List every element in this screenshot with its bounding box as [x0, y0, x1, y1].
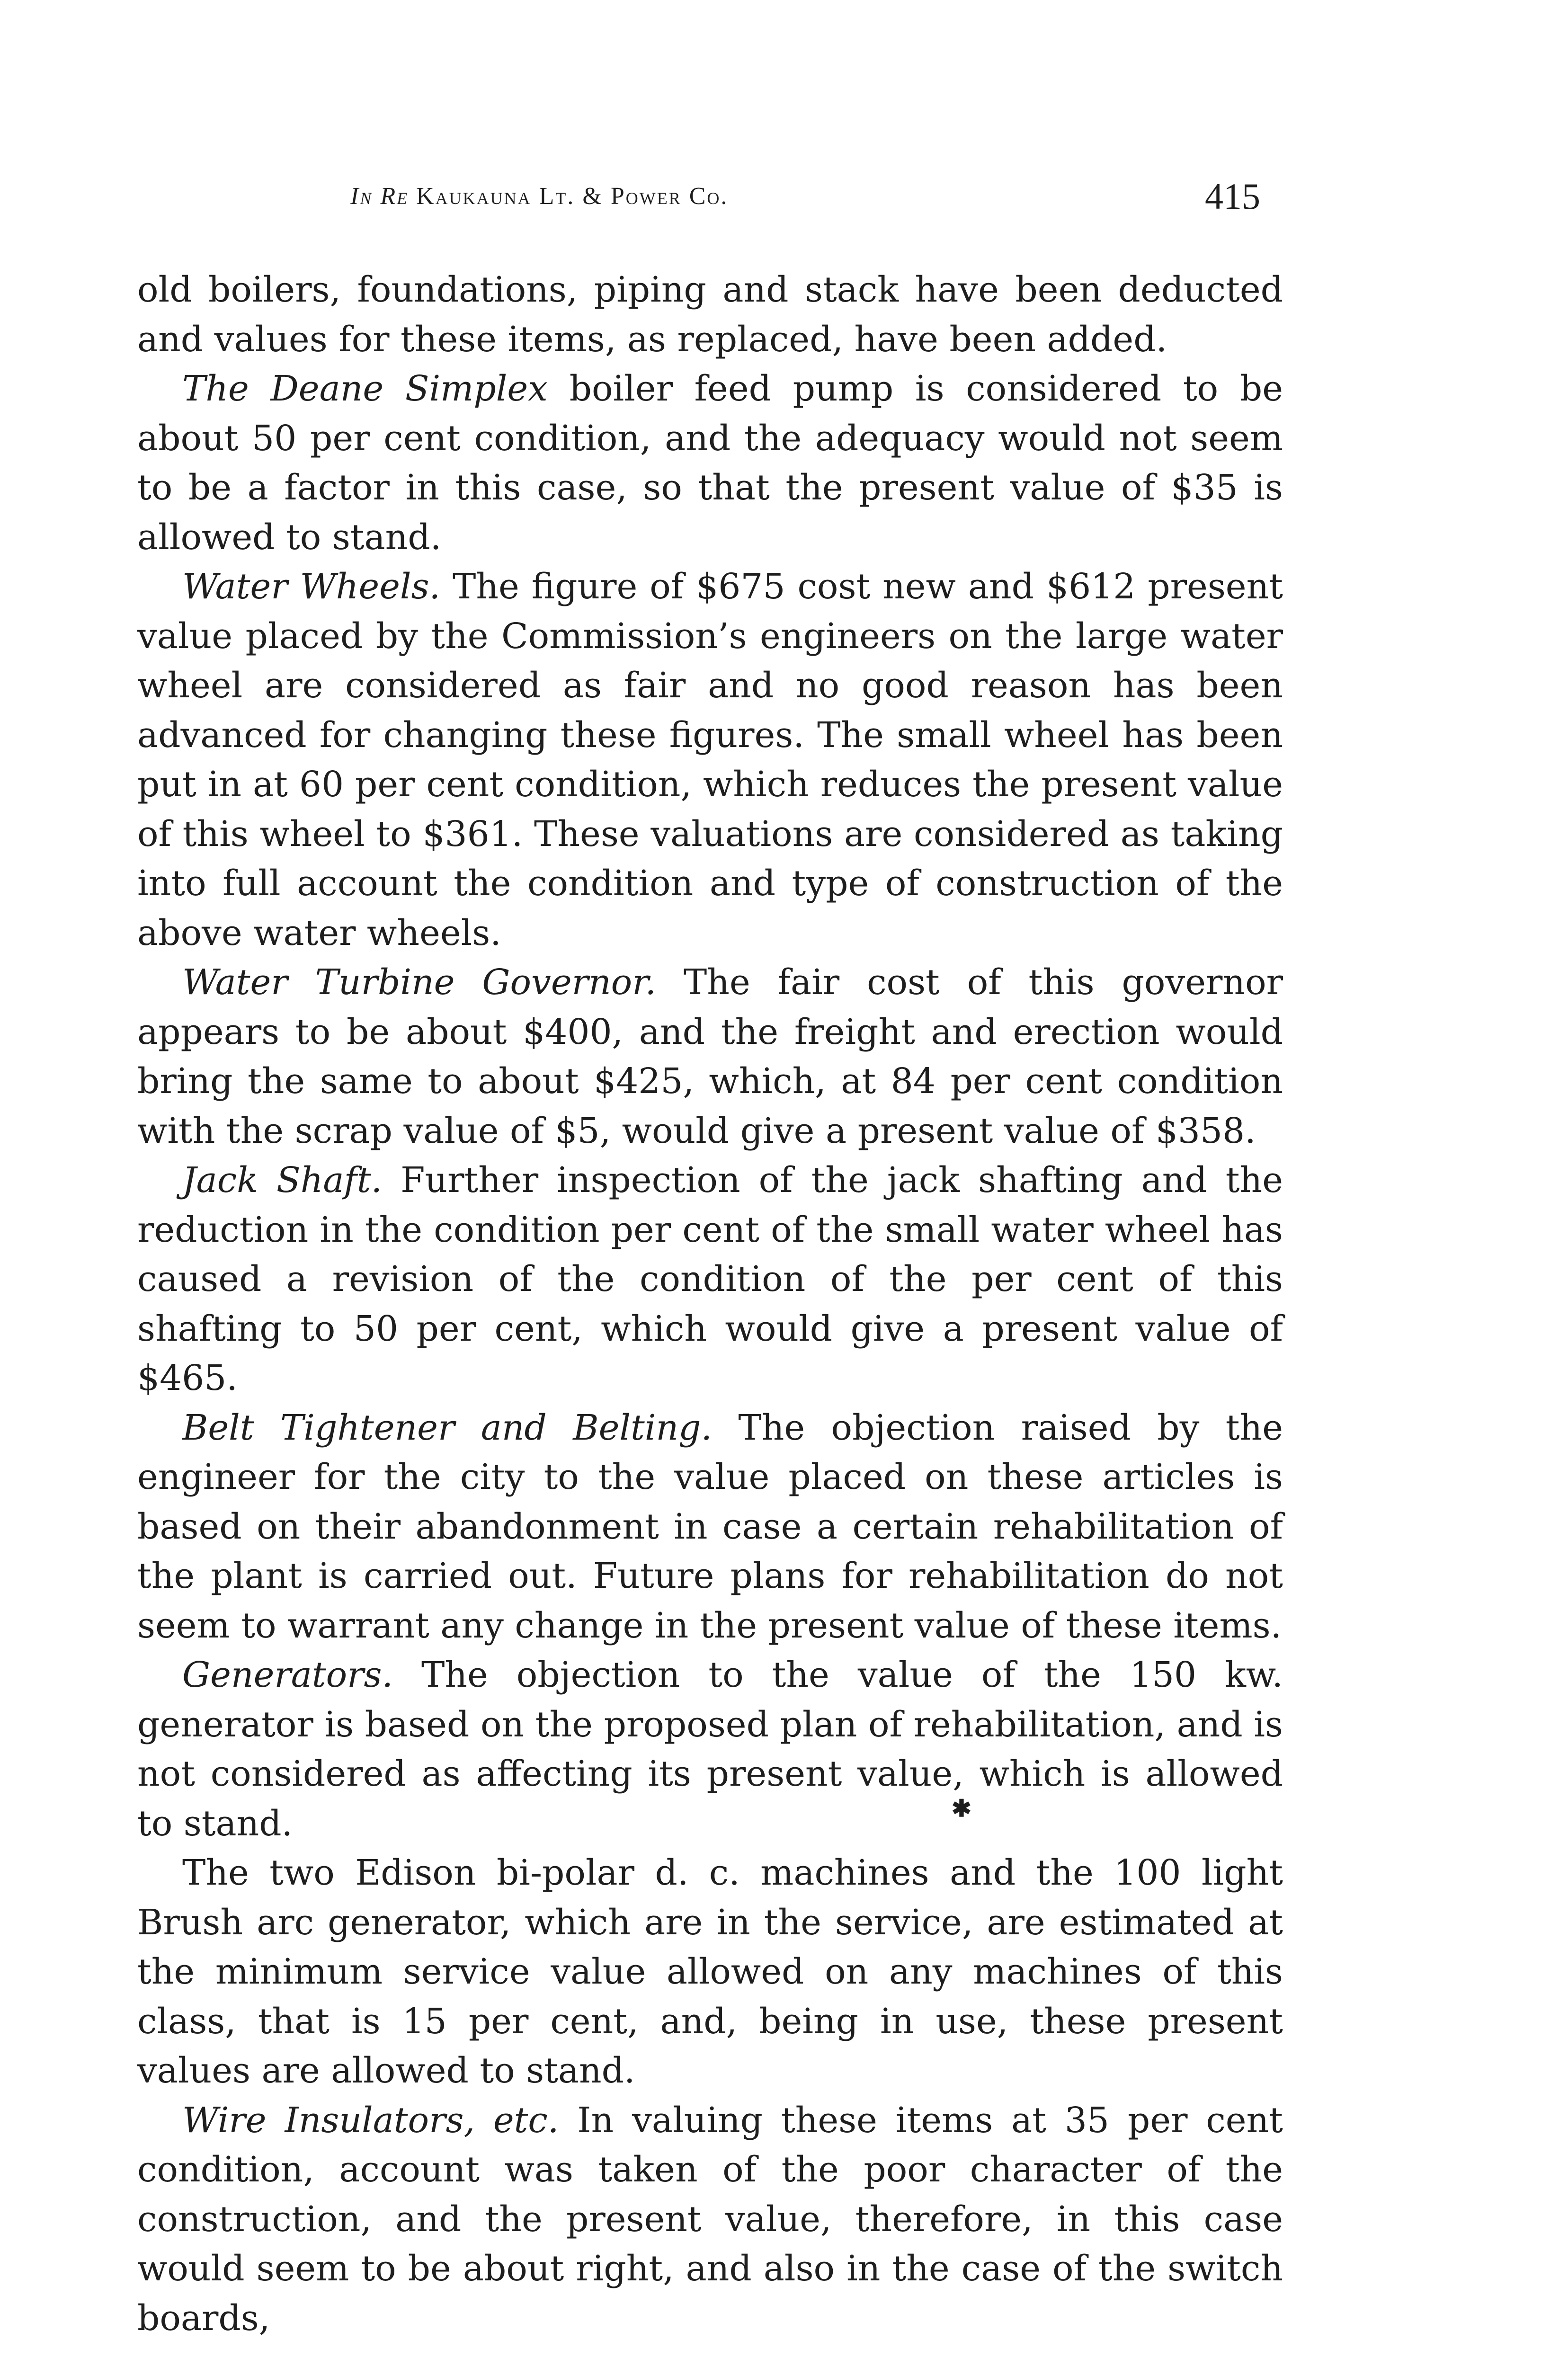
- body-text: [137, 265, 1283, 2343]
- paragraph-lead: The Deane Simplex: [182, 368, 548, 409]
- paragraph-continuation: [137, 265, 1283, 364]
- paragraph-edison-machines: [137, 1848, 1283, 2096]
- running-head: [350, 182, 728, 210]
- paragraph-lead: Jack Shaft.: [182, 1160, 383, 1201]
- running-head-case-prefix: In Re: [350, 183, 409, 210]
- paragraph-lead: Water Wheels.: [182, 566, 441, 607]
- paragraph-lead: Water Turbine Governor.: [182, 962, 656, 1003]
- paragraph-turbine-governor: [137, 958, 1283, 1156]
- page-number: 415: [1205, 176, 1260, 217]
- paragraph-water-wheels: [137, 562, 1283, 958]
- paragraph-jack-shaft: [137, 1156, 1283, 1403]
- paragraph-text: The objection to the value of the 150 kw. generator is based on the proposed plan of rehabilitation, and is not considered as affecting its present value, which is allowed to stand.: [137, 1655, 1283, 1844]
- paragraph-text: The figure of $675 cost new and $612 present value placed by the Commission’s engineers on the large water wheel are considered as fair and no good reason has been advanced for changing these figures. The small wheel has been put in at 60 per cent condition, which reduces the present value of this wheel to $361. These valuations are considered as taking into full account the condition and type of construction of the above water wheels.: [137, 566, 1283, 953]
- paragraph-text: In valuing these items at 35 per cent condition, account was taken of the poor character of the construction, and the present value, therefore, in this case would seem to be about right, and also in the case of the switch boards,: [137, 2100, 1283, 2339]
- paragraph-text: old boilers, foundations, piping and stack have been deducted and values for these items, as replaced, have been added.: [137, 269, 1283, 360]
- paragraph-lead: Generators.: [182, 1655, 393, 1695]
- paragraph-text: The fair cost of this governor appears to be about $400, and the freight and erection would bring the same to about $425, which, at 84 per cent condition with the scrap value of $5, would give a present value of $358.: [137, 962, 1283, 1151]
- paragraph-wire-insulators: [137, 2096, 1283, 2343]
- paragraph-belt-tightener: [137, 1403, 1283, 1651]
- paragraph-lead: Wire Insulators, etc.: [182, 2100, 559, 2141]
- paragraph-text: The two Edison bi-polar d. c. machines and the 100 light Brush arc generator, which are in the service, are estimated at the minimum service value allowed on any machines of this class, that is 15 per cent, and, being in use, these present values are allowed to stand.: [137, 1852, 1283, 2091]
- paragraph-text: Further inspection of the jack shafting and the reduction in the condition per cent of the small water wheel has caused a revision of the condition of the per cent of this shafting to 50 per cent, which would give a present value of $465.: [137, 1160, 1283, 1398]
- running-head-case-name: Kaukauna Lt. & Power Co.: [416, 183, 729, 210]
- paragraph-text: boiler feed pump is considered to be about 50 per cent condition, and the adequacy would not seem to be a factor in this case, so that the present value of $35 is allowed to stand.: [137, 368, 1283, 558]
- paragraph-text: The objection raised by the engineer for the city to the value placed on these articles is based on their abandonment in case a certain rehabilitation of the plant is carried out. Future plans for rehabilitation do not seem to warrant any change in the present value of these items.: [137, 1407, 1283, 1646]
- paragraph-boiler-feed-pump: [137, 364, 1283, 562]
- paragraph-lead: Belt Tightener and Belting.: [182, 1407, 713, 1448]
- ink-mark: ✱: [952, 1794, 971, 1822]
- paragraph-generators: [137, 1650, 1283, 1848]
